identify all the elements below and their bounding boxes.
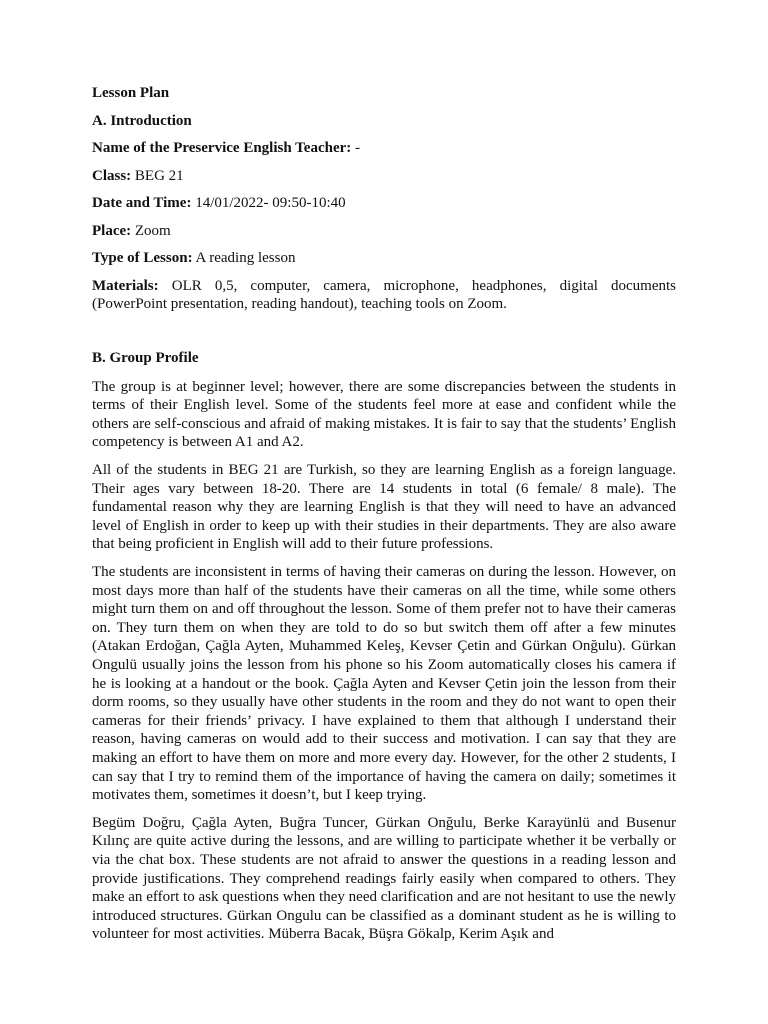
field-teacher-name <box>92 139 676 157</box>
field-lesson-type <box>92 249 676 267</box>
field-label: Class: <box>92 167 132 184</box>
section-spacer <box>92 323 676 349</box>
field-date-time <box>92 194 676 212</box>
field-label: Type of Lesson: <box>92 250 193 266</box>
field-label: Date and Time: <box>92 195 192 211</box>
field-value: 14/01/2022- 09:50-10:40 <box>191 195 346 211</box>
field-value: BEG 21 <box>131 167 184 184</box>
field-value: Zoom <box>131 222 171 239</box>
field-label: Materials: <box>92 277 159 294</box>
field-class <box>92 167 676 185</box>
paragraph-background: All of the students in BEG 21 are Turkish, so they are learning English as a foreign language. Their ages vary between 18-20. There are 14 students in total (6 female/ 8 male). The fundamental reason why they are learning English is that they will need to have an advanced level of English in order to keep up with their studies in their departments. They are also aware that being proficient in English will add to their future professions. <box>92 462 676 553</box>
field-label: Name of the Preservice English Teacher: <box>92 140 352 156</box>
paragraph-level: The group is at beginner level; however, there are some discrepancies between the students in terms of their English level. Some of the students feel more at ease and confident while the others are self-conscious and afraid of making mistakes. It is fair to say that the students’ English competency is between A1 and A2. <box>92 378 676 451</box>
field-label: Place: <box>92 222 132 239</box>
field-place <box>92 222 676 240</box>
section-b-heading: B. Group Profile <box>92 349 199 366</box>
paragraph-cameras: The students are inconsistent in terms of having their cameras on during the lesson. However, on most days more than half of the students have their cameras on all the time, while some others might turn them on and off throughout the lesson. Some of them prefer not to have their cameras on. They turn them on when they are told to do so but switch them off after a few minutes (Atakan Erdoğan, Çağla Ayten, Muhammed Keleş, Kevser Çetin and Gürkan Onğulu). Gürkan Ongulü usually joins the lesson from his phone so his Zoom automatically closes his camera if he is looking at a handout or the book. Çağla Ayten and Kevser Çetin join the lesson from their dorm rooms, so they usually have other students in the room and they do not want to open their cameras for their friends’ privacy. I have explained to them that although I understand their reason, having cameras on would add to their success and motivation. I can say that they are making an effort to have them on more and more every day. However, for the other 2 students, I can say that I try to remind them of the importance of having the camera on daily; sometimes it motivates them, sometimes it doesn’t, but I keep trying. <box>92 564 676 804</box>
field-value: OLR 0,5, computer, camera, microphone, headphones, digital documents (PowerPoint presentation, reading handout), teaching tools on Zoom. <box>92 277 676 313</box>
document-title: Lesson Plan <box>92 85 170 101</box>
paragraph-participation: Begüm Doğru, Çağla Ayten, Buğra Tuncer, Gürkan Onğulu, Berke Karayünlü and Busenur Kılınç are quite active during the lessons, and are willing to participate whether it be verbally or via the chat box. These students are not afraid to answer the questions in a reading lesson and provide justifications. They comprehend readings fairly easily when compared to others. They make an effort to ask questions when they need clarification and are not hesitant to use the newly introduced structures. Gürkan Ongulu can be classified as a dominant student as he is willing to volunteer for most activities. Müberra Bacak, Büşra Gökalp, Kerim Aşık and <box>92 814 676 943</box>
section-a-heading: A. Introduction <box>92 112 192 129</box>
field-value: A reading lesson <box>192 250 296 266</box>
field-value: - <box>351 140 361 156</box>
field-materials <box>92 277 676 314</box>
document-page <box>92 84 676 953</box>
